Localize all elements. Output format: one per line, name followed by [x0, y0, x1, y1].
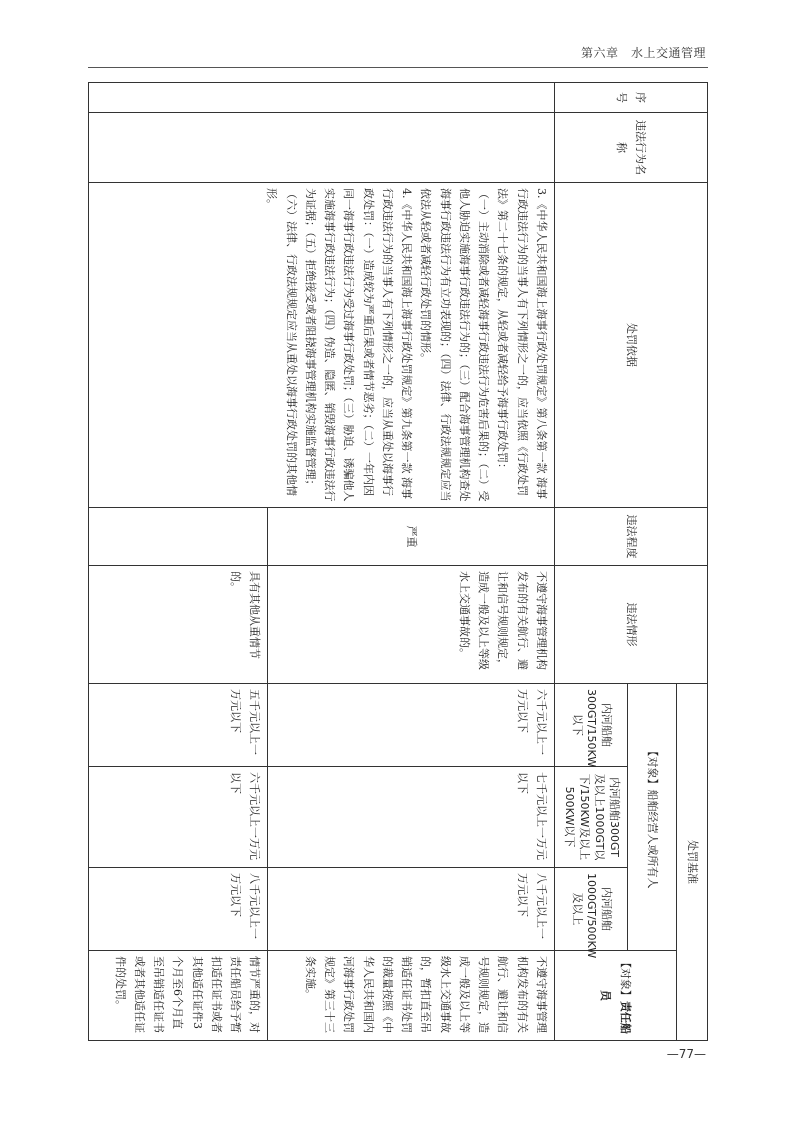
cell-small: 五千元以上一万元以下 — [89, 684, 268, 767]
basis-paragraph: （一）主动消除或者减轻海事行政违法行为危害后果的；（二）受他人胁迫实施海事行政违法行为的；（三）配合海事管理机构查处海事行政违法行为有立功表现的；（四）法律、行政法规规定应当依法从轻或者减轻行政处罚的情形。 — [419, 188, 491, 502]
cell-crew: 不遵守海事管理机构发布的有关航行、避让和信号规则规定，造成一般及以上等级水上交通事故的，暂扣直至吊销适任证书处罚的裁量按照《中华人民共和国内河海事行政处罚规定》第三十三条实施。 — [268, 951, 555, 1041]
crew-prefix: 【对象】 — [618, 957, 632, 1001]
cell-basis — [89, 183, 555, 508]
cell-degree: 严重 — [268, 508, 555, 566]
cell-situation: 不遵守海事管理机构发布的有关航行、避让和信号规则规定，造成一般及以上等级水上交通事故的。 — [268, 566, 555, 684]
table-row — [268, 83, 555, 1041]
cell-medium: 七千元以上一万元以下 — [268, 767, 555, 868]
col-header-small: 内河船舶300GT/150KW以下 — [555, 684, 628, 767]
group-header-owner: 【对象】船舶经营人或所有人 — [628, 684, 677, 951]
cell-large: 八千元以上一万元以下 — [268, 868, 555, 951]
basis-paragraph: 4.《中华人民共和国海上海事行政处罚规定》第九条第一款 海事行政违法行为的当事人有下列情形之一的，应当从重处以海事行政处罚：（一）造成较为严重后果或者情节恶劣；（二）一年内因同一海事行政违法行为受过海事行政处罚；（三）胁迫、诱骗他人实施海事行政违法行为；（四）伪造、隐匿、销毁海事行政违法行为证据；（五）拒绝接受或者阻挠海事管理机构实施监督管理；（六）法律、行政法规规定应当从重处以海事行政处罚的其他情形。 — [265, 188, 414, 502]
col-header-degree: 违法程度 — [555, 508, 708, 566]
col-header-basis: 处罚依据 — [555, 183, 708, 508]
col-header-seq: 序号 — [555, 83, 708, 113]
cell-crew: 情节严重的，对责任船员给予暂扣适任证书或者其他适任证件3个月至6个月直至吊销适任证书或者其他适任证件的处罚。 — [89, 951, 268, 1041]
crew-label: 责任船员 — [599, 990, 632, 1034]
col-header-standard: 处罚基准 — [677, 684, 708, 1041]
cell-large: 八千元以上一万元以下 — [89, 868, 268, 951]
rotated-table — [88, 82, 708, 1040]
cell-degree — [89, 508, 268, 566]
cell-medium: 六千元以上一万元以下 — [89, 767, 268, 868]
cell-small: 六千元以上一万元以下 — [268, 684, 555, 767]
col-header-name: 违法行为名称 — [555, 113, 708, 183]
cell-seq — [89, 83, 555, 113]
header-divider — [88, 67, 708, 68]
basis-paragraph: 3.《中华人民共和国海上海事行政处罚规定》第八条第一款 海事行政违法行为的当事人有下列情形之一的，应当依照《行政处罚法》第二十七条的规定，从轻或者减轻给予海事行政处罚： — [496, 188, 548, 499]
chapter-title: 第六章 水上交通管理 — [580, 46, 706, 60]
cell-situation: 具有其他从重情节的。 — [89, 566, 268, 684]
cell-name — [89, 113, 555, 183]
col-header-medium: 内河船舶300GT及以上1000GT以下/150KW及以上500KW以下 — [555, 767, 628, 868]
page-number: —77— — [666, 1047, 706, 1061]
col-header-situation: 违法情形 — [555, 566, 708, 684]
col-header-large: 内河船舶1000GT/500KW及以上 — [555, 868, 628, 951]
rotated-table-wrapper — [88, 82, 708, 1040]
group-header-crew — [555, 951, 677, 1041]
penalty-table — [88, 82, 708, 1041]
